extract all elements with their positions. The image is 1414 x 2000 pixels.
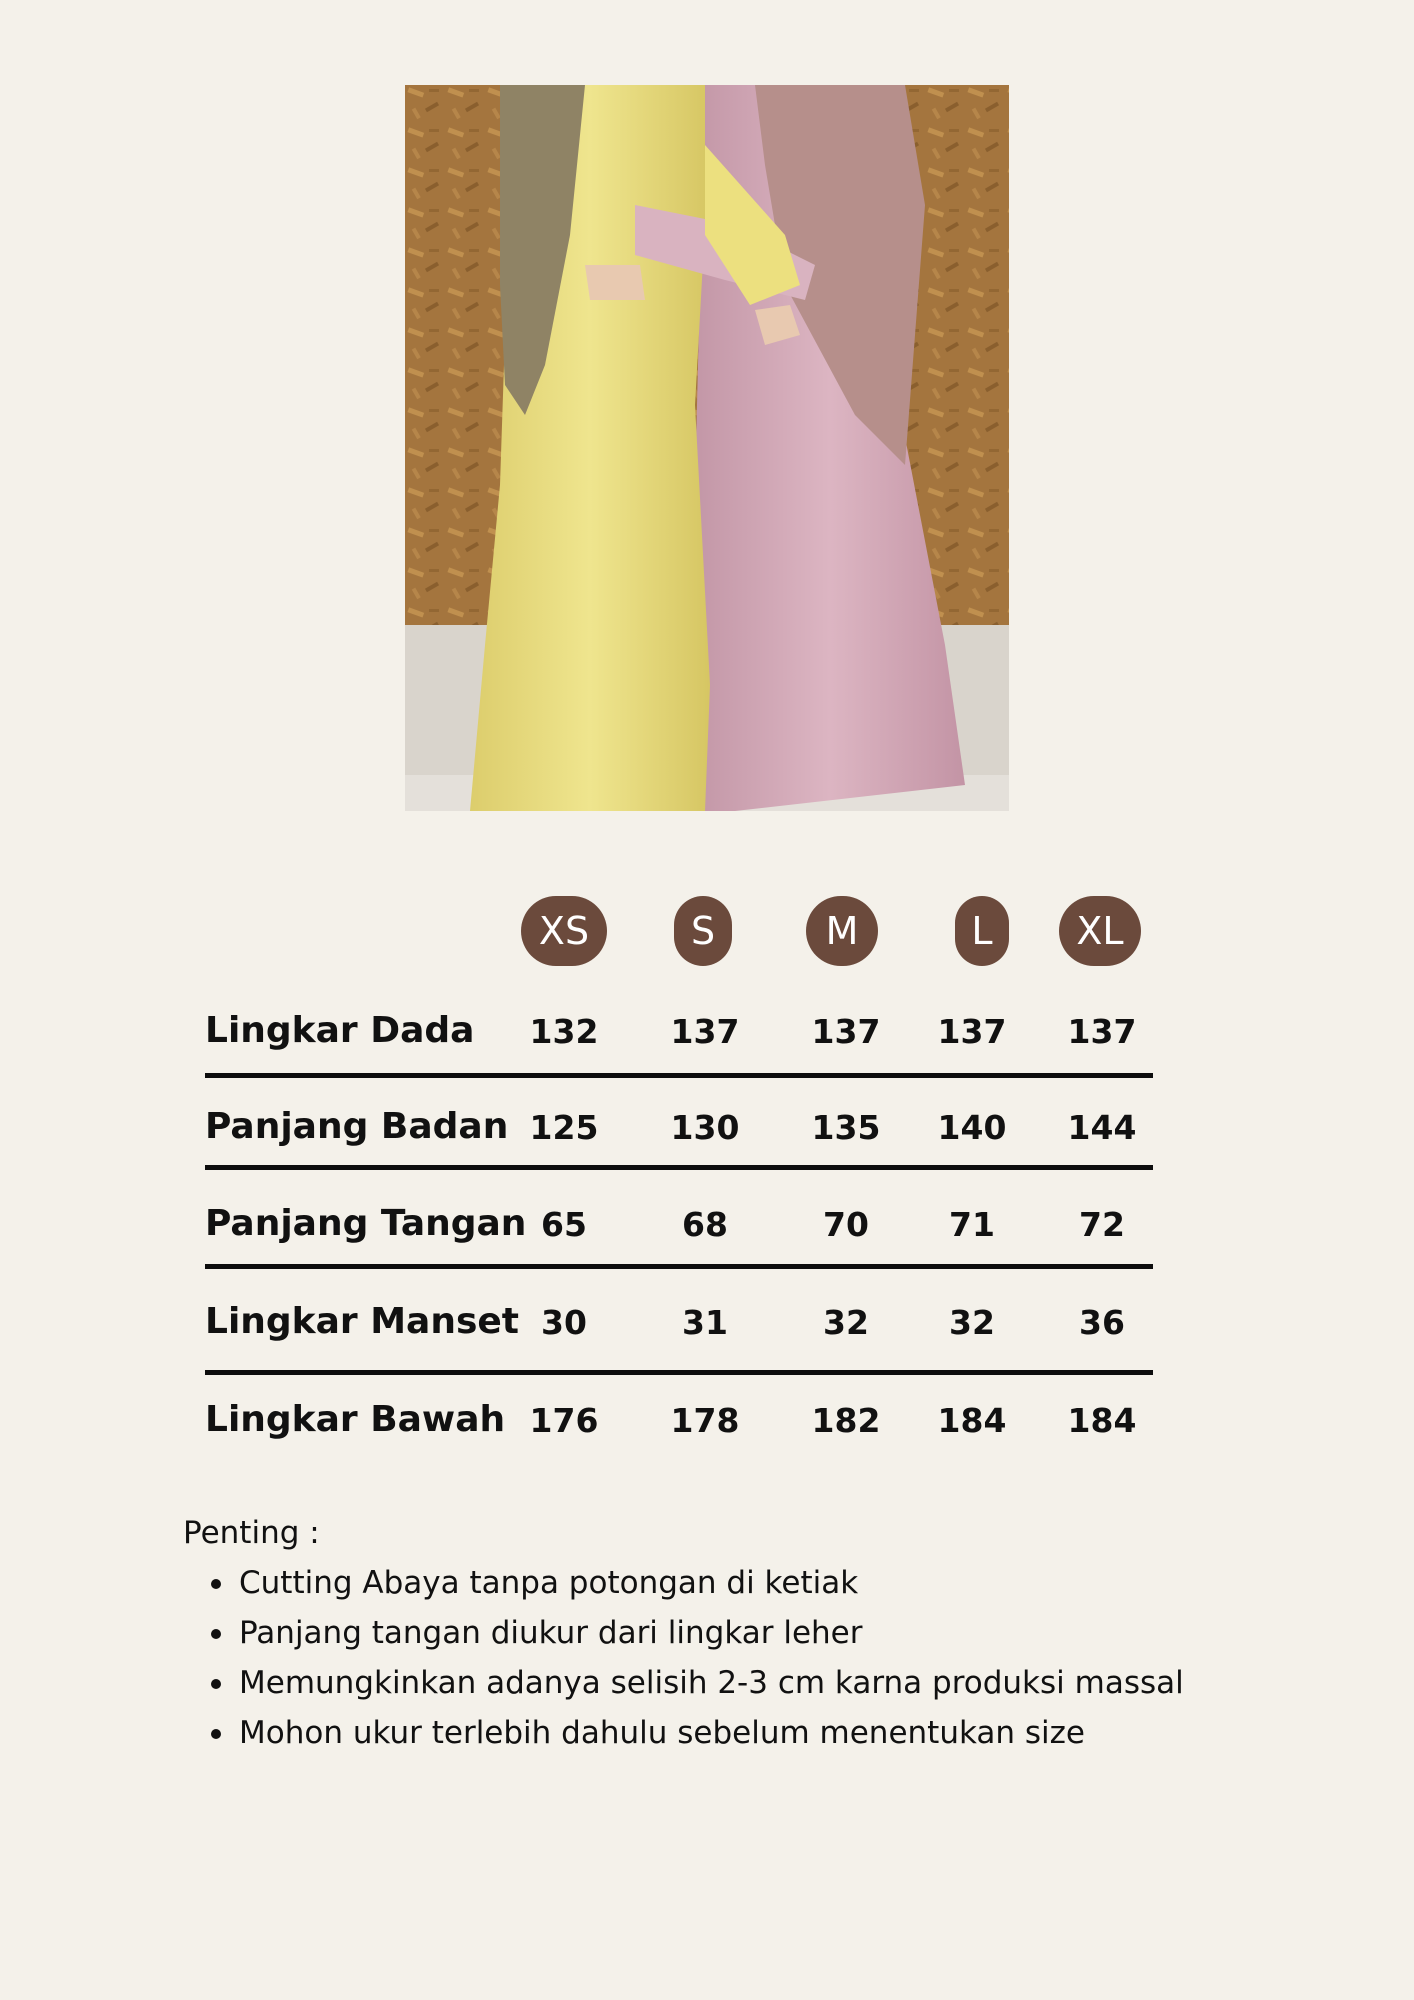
value-cell: 130	[670, 1108, 740, 1147]
value-cell: 125	[529, 1108, 599, 1147]
list-item: Cutting Abaya tanpa potongan di ketiak	[239, 1558, 1184, 1608]
value-cell: 137	[937, 1012, 1007, 1051]
value-cell: 30	[541, 1303, 587, 1342]
row-divider	[205, 1370, 1153, 1375]
value-cell: 71	[949, 1205, 995, 1244]
value-cell: 182	[811, 1401, 881, 1440]
size-pill-xs: XS	[521, 896, 607, 966]
value-cell: 137	[811, 1012, 881, 1051]
list-item: Memungkinkan adanya selisih 2-3 cm karna produksi massal	[239, 1658, 1184, 1708]
list-item: Panjang tangan diukur dari lingkar leher	[239, 1608, 1184, 1658]
value-cell: 184	[937, 1401, 1007, 1440]
size-pill-xl: XL	[1059, 896, 1141, 966]
size-pill-m: M	[806, 896, 878, 966]
value-cell: 135	[811, 1108, 881, 1147]
row-divider	[205, 1165, 1153, 1170]
value-cell: 68	[682, 1205, 728, 1244]
value-cell: 32	[823, 1303, 869, 1342]
value-cell: 72	[1079, 1205, 1125, 1244]
table-row	[205, 1379, 1153, 1475]
row-label: Panjang Tangan	[205, 1203, 527, 1244]
table-row	[205, 990, 1153, 1086]
list-item: Mohon ukur terlebih dahulu sebelum menentukan size	[239, 1708, 1184, 1758]
row-divider	[205, 1073, 1153, 1078]
row-label: Lingkar Dada	[205, 1010, 475, 1051]
row-label: Lingkar Bawah	[205, 1399, 506, 1440]
table-row	[205, 1281, 1153, 1377]
value-cell: 176	[529, 1401, 599, 1440]
notes-list	[183, 1558, 1184, 1758]
product-photo	[405, 85, 1009, 811]
row-divider	[205, 1264, 1153, 1269]
value-cell: 132	[529, 1012, 599, 1051]
notes-section	[183, 1508, 1184, 1758]
value-cell: 144	[1067, 1108, 1137, 1147]
value-cell: 140	[937, 1108, 1007, 1147]
row-label: Lingkar Manset	[205, 1301, 519, 1342]
value-cell: 36	[1079, 1303, 1125, 1342]
value-cell: 137	[670, 1012, 740, 1051]
size-pill-s: S	[674, 896, 732, 966]
value-cell: 31	[682, 1303, 728, 1342]
size-chart-table	[205, 990, 1153, 1440]
value-cell: 137	[1067, 1012, 1137, 1051]
abaya-photo-illustration	[405, 85, 1009, 811]
size-pill-l: L	[955, 896, 1009, 966]
size-header-row	[0, 896, 1414, 968]
value-cell: 70	[823, 1205, 869, 1244]
value-cell: 178	[670, 1401, 740, 1440]
row-label: Panjang Badan	[205, 1106, 509, 1147]
value-cell: 184	[1067, 1401, 1137, 1440]
value-cell: 65	[541, 1205, 587, 1244]
value-cell: 32	[949, 1303, 995, 1342]
notes-heading: Penting :	[183, 1515, 320, 1551]
